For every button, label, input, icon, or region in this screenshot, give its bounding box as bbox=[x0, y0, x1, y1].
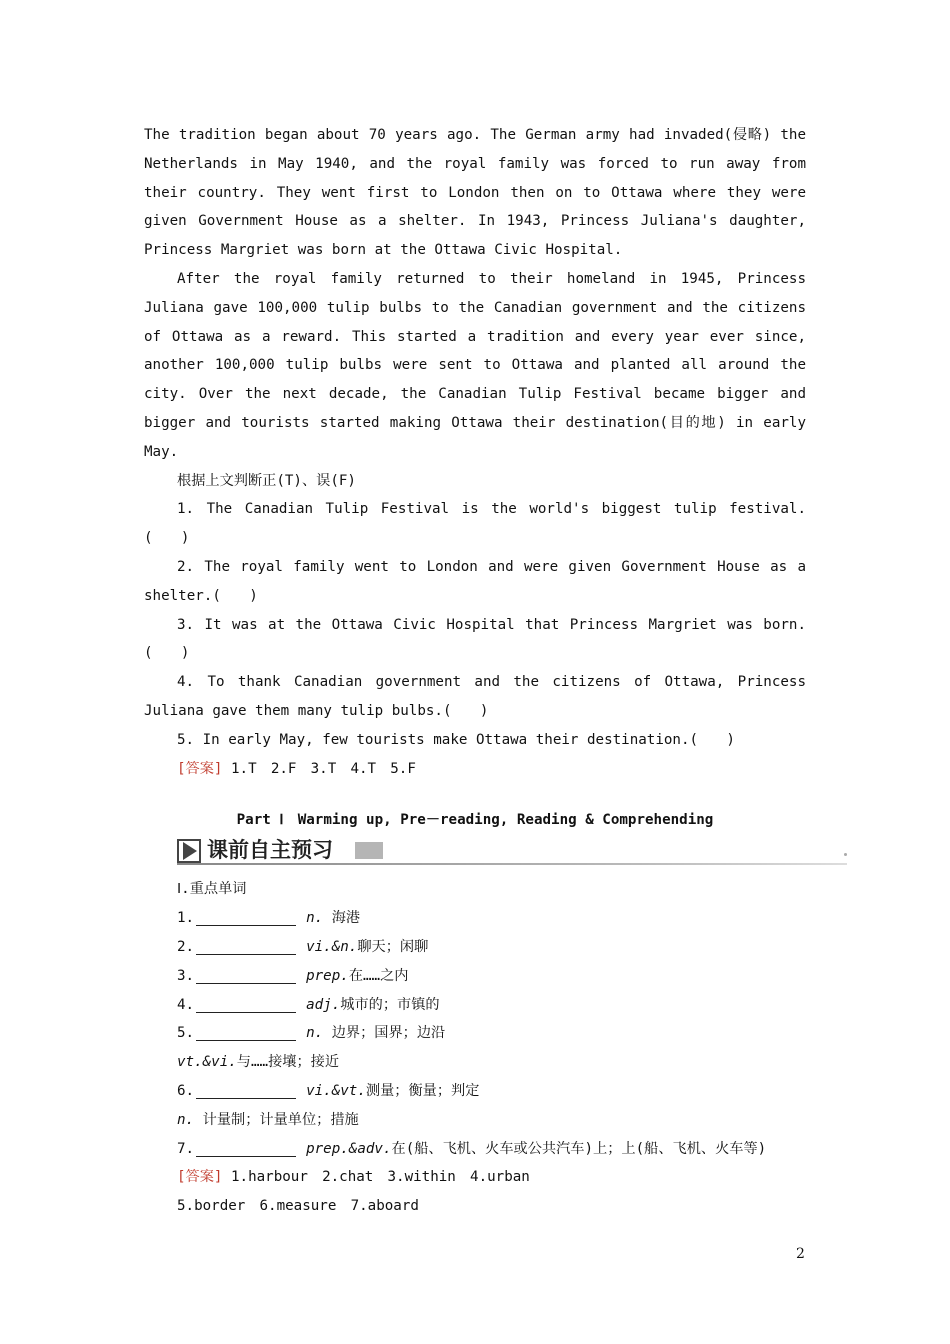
vocab-meaning: 城市的；市镇的 bbox=[340, 996, 440, 1013]
vocab-meaning: 边界；国界；边沿 bbox=[323, 1025, 446, 1042]
answer-blank[interactable] bbox=[196, 936, 296, 955]
vocab-item-6-extra bbox=[144, 1106, 806, 1135]
page-number: 2 bbox=[796, 1246, 805, 1262]
tf-item-3: 3. It was at the Ottawa Civic Hospital that Princess Margriet was born.( ) bbox=[144, 616, 806, 662]
vocab-heading: Ⅰ.重点单词 bbox=[177, 881, 247, 898]
vocab-item-7 bbox=[144, 1135, 806, 1164]
vocab-meaning: 海港 bbox=[323, 910, 361, 927]
vocab-meaning: 在(船、飞机、火车或公共汽车)上；上(船、飞机、火车等) bbox=[391, 1140, 767, 1157]
page-content bbox=[144, 121, 806, 1221]
vocab-answer bbox=[144, 1163, 806, 1192]
vocab-pos: n. bbox=[177, 1111, 195, 1128]
tf-item-1: 1. The Canadian Tulip Festival is the world's biggest tulip festival.( ) bbox=[144, 501, 806, 547]
vocab-item-5 bbox=[144, 1019, 806, 1048]
vocab-item-1 bbox=[144, 904, 806, 933]
vocab-pos: vi.&vt. bbox=[306, 1082, 366, 1099]
vocab-pos: vi.&n. bbox=[306, 938, 358, 955]
part-title: Part Ⅰ Warming up, Pre－reading, Reading & Comprehending bbox=[236, 812, 714, 829]
passage-paragraph-2: After the royal family returned to their homeland in 1945, Princess Juliana gave 100,000 tulip bulbs to the Canadian government and the citizens of Ottawa as a reward. This started a tradition and every year ever since, another 100,000 tulip bulbs were sent to Ottawa and planted all around the city. Over the next decade, the Canadian Tulip Festival became bigger and bigger and tourists started making Ottawa their destination(目的地) in early May. bbox=[144, 270, 806, 460]
answer-blank[interactable] bbox=[196, 1022, 296, 1041]
tf-item-4: 4. To thank Canadian government and the citizens of Ottawa, Princess Juliana gave them many tulip bulbs.( ) bbox=[144, 674, 806, 719]
vocab-num: 4. bbox=[177, 996, 195, 1013]
vocab-meaning: 在……之内 bbox=[348, 967, 409, 984]
tf-item-5: 5. In early May, few tourists make Ottawa their destination.( ) bbox=[177, 731, 735, 748]
vocab-pos: n. bbox=[306, 1025, 324, 1042]
vocab-meaning: 测量；衡量；判定 bbox=[365, 1082, 480, 1099]
answer-blank[interactable] bbox=[196, 965, 296, 984]
vocab-answer-line-2: 5.border 6.measure 7.aboard bbox=[177, 1198, 419, 1215]
vocab-pos: adj. bbox=[306, 996, 341, 1013]
answer-text: 1.T 2.F 3.T 4.T 5.F bbox=[222, 760, 416, 777]
vocab-pos: prep.&adv. bbox=[306, 1140, 392, 1157]
tf-answer bbox=[144, 755, 806, 784]
answer-text: 1.harbour 2.chat 3.within 4.urban bbox=[222, 1169, 530, 1186]
vocab-pos: prep. bbox=[306, 967, 349, 984]
answer-label: [答案] bbox=[177, 1169, 223, 1186]
banner-dot-decoration bbox=[844, 853, 847, 856]
answer-blank[interactable] bbox=[196, 1138, 296, 1157]
vocab-item-3 bbox=[144, 962, 806, 991]
vocab-meaning: 聊天；闲聊 bbox=[357, 938, 429, 955]
vocab-item-4 bbox=[144, 991, 806, 1020]
vocab-item-2 bbox=[144, 933, 806, 962]
vocab-num: 6. bbox=[177, 1082, 195, 1099]
tf-item-2: 2. The royal family went to London and were given Government House as a shelter.( ) bbox=[144, 558, 806, 604]
answer-blank[interactable] bbox=[196, 907, 296, 926]
vocab-item-5-extra bbox=[144, 1048, 806, 1077]
vocab-meaning: 计量制；计量单位；措施 bbox=[194, 1111, 359, 1128]
vocab-num: 2. bbox=[177, 938, 195, 955]
answer-blank[interactable] bbox=[196, 1080, 296, 1099]
vocab-pos: vt.&vi. bbox=[177, 1054, 237, 1071]
vocab-meaning: 与……接壤；接近 bbox=[236, 1054, 340, 1071]
banner-title: 课前自主预习 bbox=[207, 838, 333, 863]
vocab-num: 1. bbox=[177, 910, 195, 927]
answer-blank[interactable] bbox=[196, 994, 296, 1013]
tf-instruction: 根据上文判断正(T)、误(F) bbox=[177, 472, 356, 489]
vocab-item-6 bbox=[144, 1077, 806, 1106]
vocab-pos: n. bbox=[306, 910, 324, 927]
answer-label: [答案] bbox=[177, 760, 223, 777]
section-banner bbox=[177, 837, 847, 869]
passage-paragraph-1: The tradition began about 70 years ago. The German army had invaded(侵略) the Netherlands in May 1940, and the royal family was forced to run away from their country. They went first to London then on to Ottawa where they were given Government House as a shelter. In 1943, Princess Juliana's daughter, Princess Margriet was born at the Ottawa Civic Hospital. bbox=[144, 127, 806, 259]
vocab-num: 3. bbox=[177, 967, 195, 984]
banner-block-decoration bbox=[355, 842, 383, 859]
vocab-num: 5. bbox=[177, 1025, 195, 1042]
arrow-box-icon bbox=[177, 839, 203, 863]
vocab-num: 7. bbox=[177, 1140, 195, 1157]
